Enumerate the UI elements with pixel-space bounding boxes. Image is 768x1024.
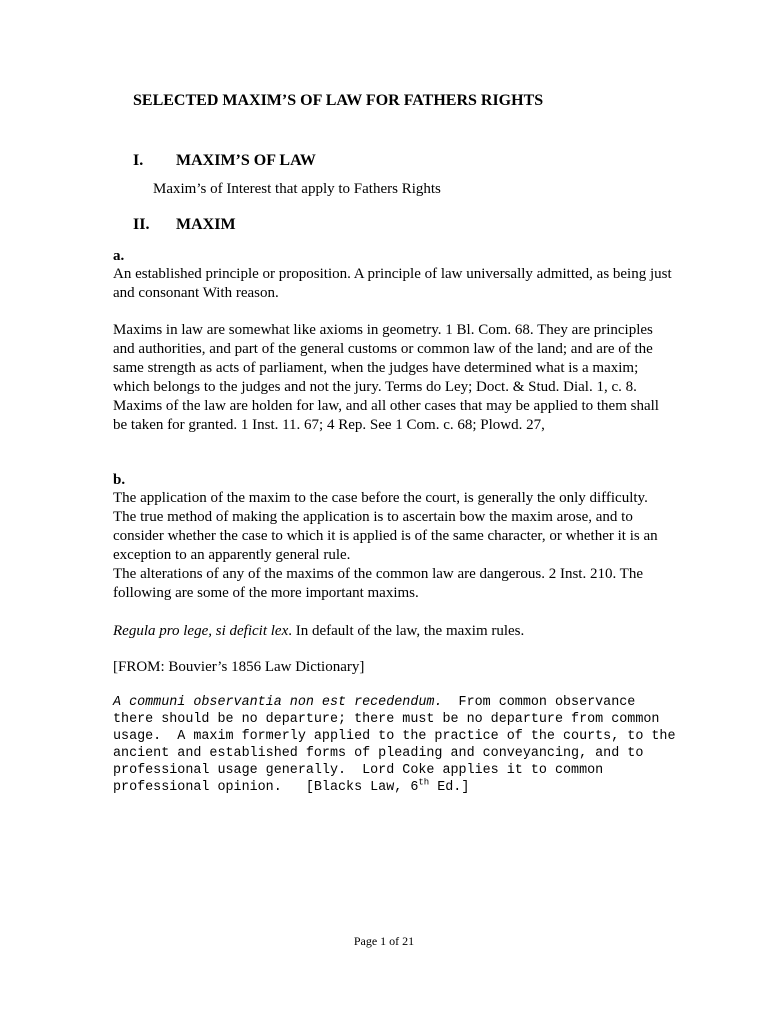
section-number-1: I. — [133, 152, 144, 169]
section-subtitle: Maxim’s of Interest that apply to Fathers Rights — [153, 181, 441, 197]
source-citation: [FROM: Bouvier’s 1856 Law Dictionary] — [113, 659, 365, 675]
page-number: Page 1 of 21 — [353, 934, 415, 948]
section-heading-2 — [133, 216, 236, 234]
quote-text: From common observance there should be no departure; there must be no departure from common usage. A maxim formerly applied to the practice of the courts, to the ancient and established forms of pleading and conveyancing, and to professional usage generally. Lord Coke applies it to common professional opinion. [Blacks Law, 6 — [113, 695, 684, 795]
quote-superscript: th — [418, 777, 430, 788]
section-title-2: MAXIM — [176, 216, 236, 233]
part-b-paragraph-1-text: The application of the maxim to the case before the court, is generally the only difficulty. The true method of making the application is to ascertain bow the maxim arose, and to consider whether the case to which it is applied is of the same character, or whether it is an exception to an apparently general rule. — [113, 490, 658, 563]
section-heading-1 — [133, 152, 316, 170]
part-b-paragraph-1 — [113, 489, 673, 603]
quote-end: Ed.] — [429, 780, 470, 795]
maxim-translation: . In default of the law, the maxim rules. — [288, 623, 525, 639]
part-a-paragraph-2: Maxims in law are somewhat like axioms in geometry. 1 Bl. Com. 68. They are principles and authorities, and part of the general customs or common law of the land; and are of the same strength as acts of parliament, when the judges have determined what is a maxim; which belongs to the judges and not the jury. Terms do Ley; Doct. & Stud. Dial. 1, c. 8. Maxims of the law are holden for law, and all other cases that may be applied to them shall be taken for granted. 1 Inst. 11. 67; 4 Rep. See 1 Com. c. 68; Plowd. 27, — [113, 322, 659, 433]
part-a-paragraph-1: An established principle or proposition. A principle of law universally admitted, as being just and consonant With reason. — [113, 266, 672, 301]
blacks-law-quote — [113, 694, 683, 796]
section-number-2: II. — [133, 216, 150, 233]
maxim-line — [113, 622, 673, 641]
quote-latin: A communi observantia non est recedendum. — [113, 695, 443, 710]
maxim-latin: Regula pro lege, si deficit lex — [113, 623, 289, 639]
section-title-1: MAXIM’S OF LAW — [176, 152, 316, 169]
document-title: SELECTED MAXIM’S OF LAW FOR FATHERS RIGHTS — [133, 92, 544, 109]
part-b-paragraph-1b-text: The alterations of any of the maxims of the common law are dangerous. 2 Inst. 210. The following are some of the more important maxims. — [113, 566, 643, 601]
part-a-label: a. — [113, 248, 125, 264]
part-b-label: b. — [113, 472, 126, 488]
